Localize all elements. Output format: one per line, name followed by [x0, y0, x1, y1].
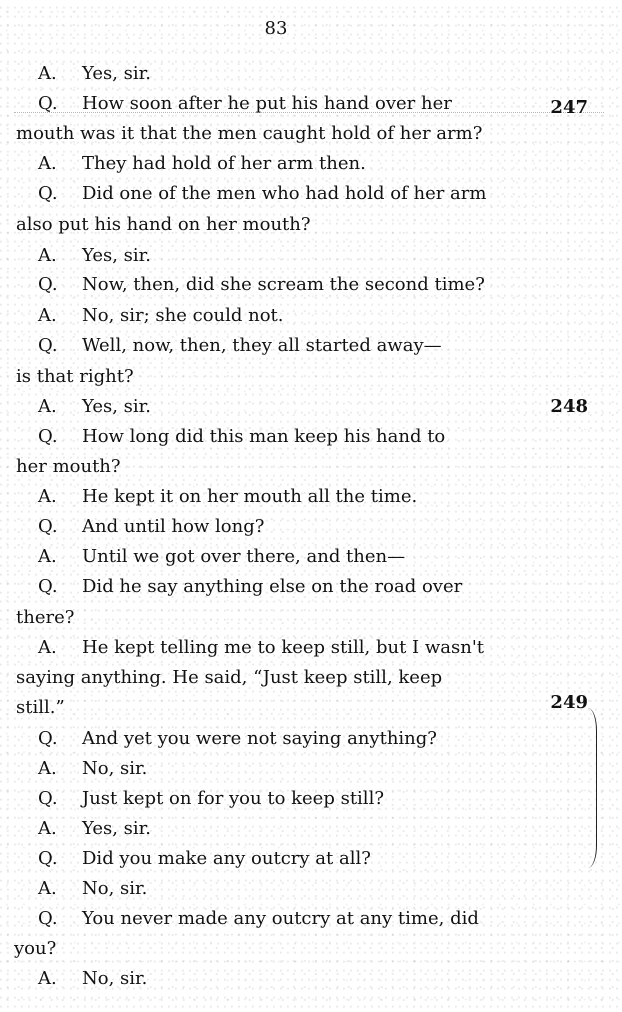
- speaker-label: Q.: [38, 576, 58, 597]
- testimony-line: [16, 122, 482, 146]
- line-text: Well, now, then, they all started away—: [82, 335, 442, 356]
- testimony-line: [38, 575, 462, 599]
- line-text: Yes, sir.: [82, 818, 151, 839]
- speaker-label: Q.: [38, 426, 58, 447]
- testimony-line: [38, 62, 151, 86]
- line-text: mouth was it that the men caught hold of her arm?: [16, 123, 483, 144]
- line-text: They had hold of her arm then.: [82, 153, 366, 174]
- testimony-line: [16, 666, 442, 690]
- line-text: there?: [16, 607, 75, 628]
- speaker-label: Q.: [38, 728, 58, 749]
- testimony-line: [38, 485, 417, 509]
- speaker-label: Q.: [38, 183, 58, 204]
- testimony-line: [38, 244, 151, 268]
- line-text: Now, then, did she scream the second time?: [82, 274, 485, 295]
- testimony-line: [38, 545, 405, 569]
- testimony-line: [38, 907, 479, 931]
- speaker-label: A.: [38, 818, 57, 839]
- speaker-label: A.: [38, 63, 57, 84]
- line-text: No, sir.: [82, 758, 148, 779]
- line-text: also put his hand on her mouth?: [16, 214, 311, 235]
- speaker-label: A.: [38, 546, 57, 567]
- line-text: Just kept on for you to keep still?: [82, 788, 384, 809]
- line-text: And yet you were not saying anything?: [82, 728, 437, 749]
- line-text: you?: [14, 938, 57, 959]
- margin-line-number: 249: [550, 692, 588, 713]
- line-text: No, sir.: [82, 878, 148, 899]
- testimony-line: [38, 182, 486, 206]
- line-text: Yes, sir.: [82, 63, 151, 84]
- margin-line-number: 247: [550, 97, 588, 118]
- speaker-label: Q.: [38, 335, 58, 356]
- testimony-line: [38, 727, 437, 751]
- speaker-label: Q.: [38, 516, 58, 537]
- margin-bracket: [588, 708, 597, 868]
- testimony-line: [38, 787, 384, 811]
- line-text: her mouth?: [16, 456, 121, 477]
- line-text: And until how long?: [82, 516, 265, 537]
- testimony-line: [38, 395, 151, 419]
- testimony-line: [38, 92, 452, 116]
- speaker-label: Q.: [38, 274, 58, 295]
- testimony-line: [38, 757, 147, 781]
- testimony-line: [38, 273, 485, 297]
- line-text: still.”: [16, 697, 65, 718]
- testimony-line: [38, 334, 442, 358]
- line-text: Until we got over there, and then—: [82, 546, 406, 567]
- testimony-line: [38, 847, 371, 871]
- speaker-label: Q.: [38, 848, 58, 869]
- speaker-label: Q.: [38, 93, 58, 114]
- line-text: He kept telling me to keep still, but I wasn't: [82, 637, 485, 658]
- speaker-label: A.: [38, 758, 57, 779]
- line-text: Yes, sir.: [82, 396, 151, 417]
- line-text: He kept it on her mouth all the time.: [82, 486, 418, 507]
- line-text: Did you make any outcry at all?: [82, 848, 371, 869]
- speaker-label: A.: [38, 153, 57, 174]
- testimony-line: [38, 304, 284, 328]
- testimony-line: [38, 515, 264, 539]
- testimony-line: [16, 606, 74, 630]
- line-text: You never made any outcry at any time, did: [82, 908, 479, 929]
- testimony-line: [16, 696, 65, 720]
- line-text: No, sir.: [82, 968, 148, 989]
- speaker-label: A.: [38, 968, 57, 989]
- testimony-line: [38, 877, 147, 901]
- testimony-line: [38, 152, 366, 176]
- line-text: Did one of the men who had hold of her arm: [82, 183, 487, 204]
- line-text: How soon after he put his hand over her: [82, 93, 452, 114]
- line-text: saying anything. He said, “Just keep still, keep: [16, 667, 443, 688]
- line-text: How long did this man keep his hand to: [82, 426, 446, 447]
- line-text: No, sir; she could not.: [82, 305, 284, 326]
- testimony-line: [38, 636, 484, 660]
- speaker-label: A.: [38, 486, 57, 507]
- testimony-line: [16, 365, 134, 389]
- speaker-label: Q.: [38, 908, 58, 929]
- page-number: 83: [264, 18, 288, 39]
- line-text: Yes, sir.: [82, 245, 151, 266]
- speaker-label: A.: [38, 305, 57, 326]
- testimony-line: [38, 967, 147, 991]
- speaker-label: Q.: [38, 788, 58, 809]
- speaker-label: A.: [38, 245, 57, 266]
- testimony-line: [16, 455, 121, 479]
- line-text: Did he say anything else on the road over: [82, 576, 463, 597]
- speaker-label: A.: [38, 637, 57, 658]
- testimony-line: [16, 213, 311, 237]
- margin-line-number: 248: [550, 396, 588, 417]
- testimony-line: [14, 937, 56, 961]
- line-text: is that right?: [16, 366, 134, 387]
- testimony-line: [38, 425, 445, 449]
- speaker-label: A.: [38, 878, 57, 899]
- speaker-label: A.: [38, 396, 57, 417]
- testimony-line: [38, 817, 151, 841]
